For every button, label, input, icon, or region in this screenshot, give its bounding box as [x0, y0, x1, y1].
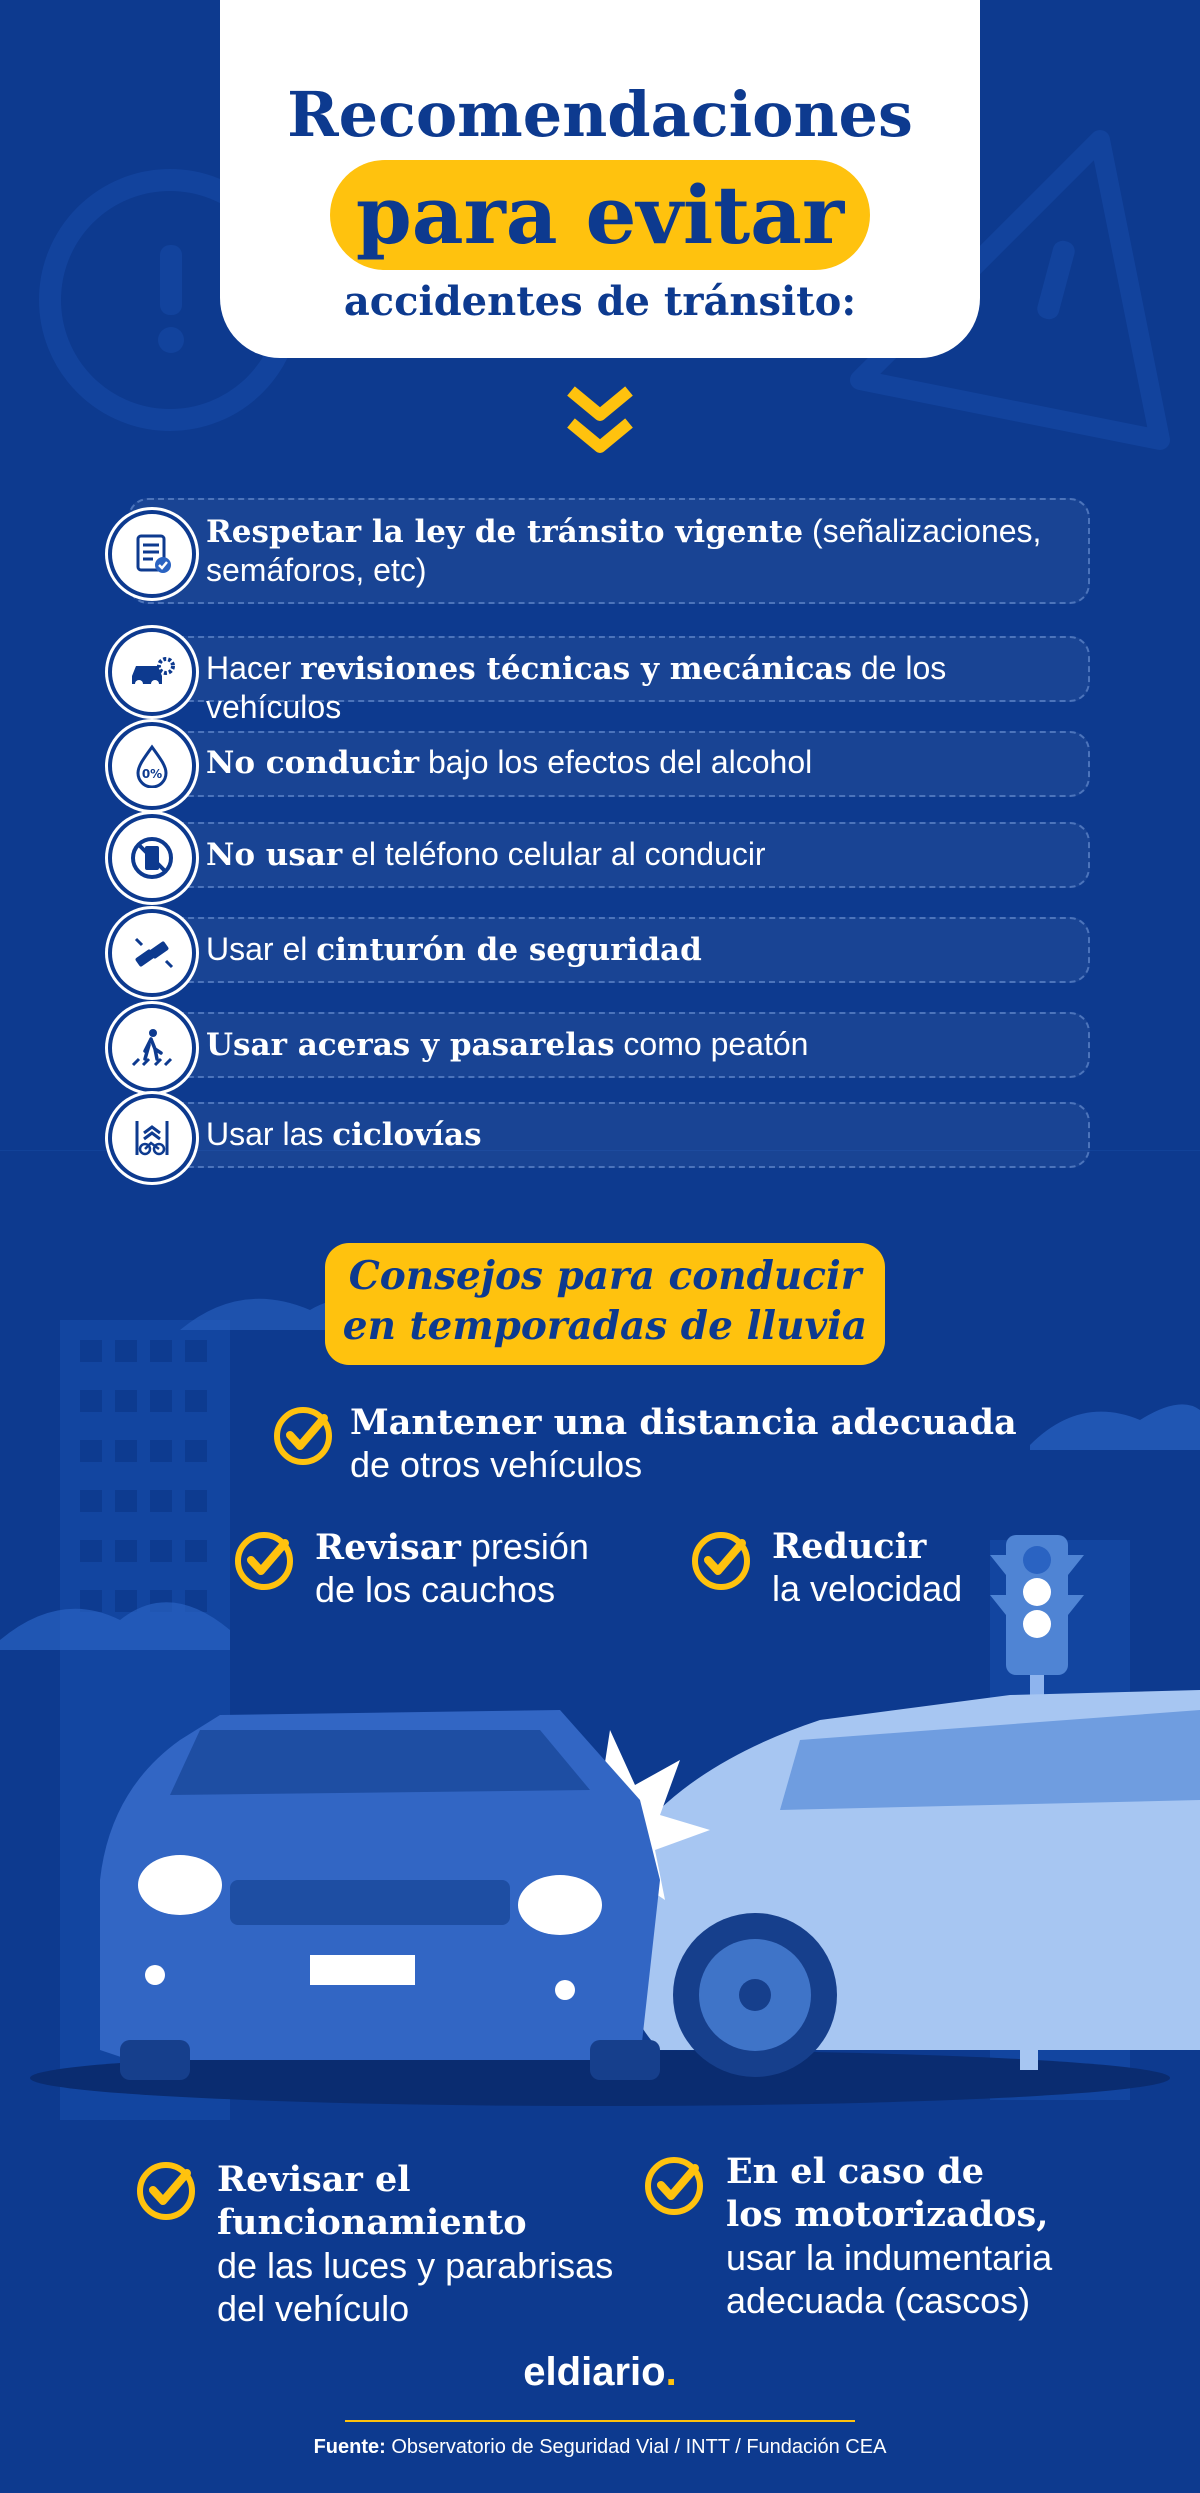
rain-heading-line-1: Consejos para conducir [348, 1253, 862, 1299]
bottom-tip-rest-2: del vehículo [217, 2288, 410, 2329]
source-label: Fuente: [313, 2436, 386, 2458]
document-checklist-icon [108, 510, 196, 598]
brand-dot: . [665, 2350, 677, 2394]
check-icon [690, 1530, 752, 1592]
bottom-tip-bold-1: En el caso de [726, 2151, 985, 2192]
recommendation-rest: de los vehículos [206, 650, 947, 725]
recommendation-rest: como peatón [614, 1026, 809, 1062]
rain-tip-bold: Revisar [315, 1527, 461, 1568]
rain-tip [350, 1402, 1017, 1486]
rain-tip-bold: Mantener una distancia adecuada [350, 1402, 1017, 1443]
source-credit [0, 2436, 1200, 2459]
recommendation-rest-2: semáforos, etc) [206, 552, 427, 588]
recommendation-bold: revisiones técnicas y mecánicas [300, 651, 852, 687]
recommendation-pre: Usar las [206, 1116, 333, 1152]
rain-tip-rest: de otros vehículos [350, 1444, 643, 1485]
recommendation-rest: bajo los efectos del alcohol [419, 744, 813, 780]
bike-lane-icon [108, 1094, 196, 1182]
no-phone-icon [108, 814, 196, 902]
bottom-tip-bold-2: funcionamiento [217, 2202, 527, 2243]
recommendation-pre: Usar el [206, 931, 317, 967]
recommendation-bold: Usar aceras y pasarelas [206, 1027, 615, 1063]
recommendation-text [206, 1025, 1066, 1064]
check-icon [135, 2160, 197, 2222]
rain-tip-rest: la velocidad [772, 1568, 963, 1609]
title-line-3: accidentes de tránsito: [343, 278, 857, 325]
title-line-1: Recomendaciones [287, 78, 913, 151]
svg-text:0%: 0% [141, 767, 163, 781]
recommendation-text [206, 930, 1066, 969]
check-icon [643, 2155, 705, 2217]
rain-tip [772, 1526, 962, 1610]
recommendation-text [206, 835, 1066, 874]
source-divider [345, 2420, 855, 2422]
pedestrian-crossing-icon [108, 1004, 196, 1092]
recommendation-text [206, 1115, 1066, 1154]
rain-tip-inline: presión [460, 1526, 589, 1567]
recommendation-bold: No usar [206, 837, 343, 873]
source-text: Observatorio de Seguridad Vial / INTT / Fundación CEA [385, 2436, 887, 2458]
seatbelt-icon [108, 909, 196, 997]
bottom-tip [726, 2150, 1052, 2322]
recommendation-rest: (señalizaciones, [803, 513, 1042, 549]
recommendation-bold: cinturón de seguridad [316, 932, 702, 968]
recommendation-bold: ciclovías [332, 1117, 482, 1153]
recommendation-rest: el teléfono celular al conducir [342, 836, 766, 872]
rain-tip-bold: Reducir [772, 1526, 927, 1567]
recommendation-text [206, 743, 1066, 782]
double-chevron-down-icon [567, 385, 633, 457]
bottom-tip-bold-1: Revisar el [217, 2159, 411, 2200]
rain-tip-rest: de los cauchos [315, 1569, 556, 1610]
brand-name: eldiario [523, 2350, 666, 2394]
recommendation-text [206, 512, 1066, 589]
brand-logo[interactable] [0, 2350, 1200, 2395]
alcohol-zero-percent-icon [108, 722, 196, 810]
recommendation-bold: No conducir [206, 745, 420, 781]
recommendation-text [206, 649, 1066, 726]
title-line-2: para evitar [355, 168, 845, 262]
bottom-tip-rest-2: adecuada (cascos) [726, 2280, 1031, 2321]
bottom-tip-bold-2: los motorizados, [726, 2194, 1049, 2235]
bottom-tip-rest-1: usar la indumentaria [726, 2237, 1053, 2278]
check-icon [272, 1405, 334, 1467]
check-icon [233, 1530, 295, 1592]
rain-heading-line-2: en temporadas de lluvia [342, 1303, 868, 1349]
rain-tip [315, 1526, 589, 1611]
bottom-tip-rest-1: de las luces y parabrisas [217, 2245, 614, 2286]
rain-tips-heading [325, 1243, 885, 1365]
bottom-tip [217, 2158, 613, 2330]
recommendation-pre: Hacer [206, 650, 301, 686]
car-gear-icon [108, 628, 196, 716]
recommendation-bold: Respetar la ley de tránsito vigente [206, 514, 804, 550]
title-card [220, 0, 980, 358]
